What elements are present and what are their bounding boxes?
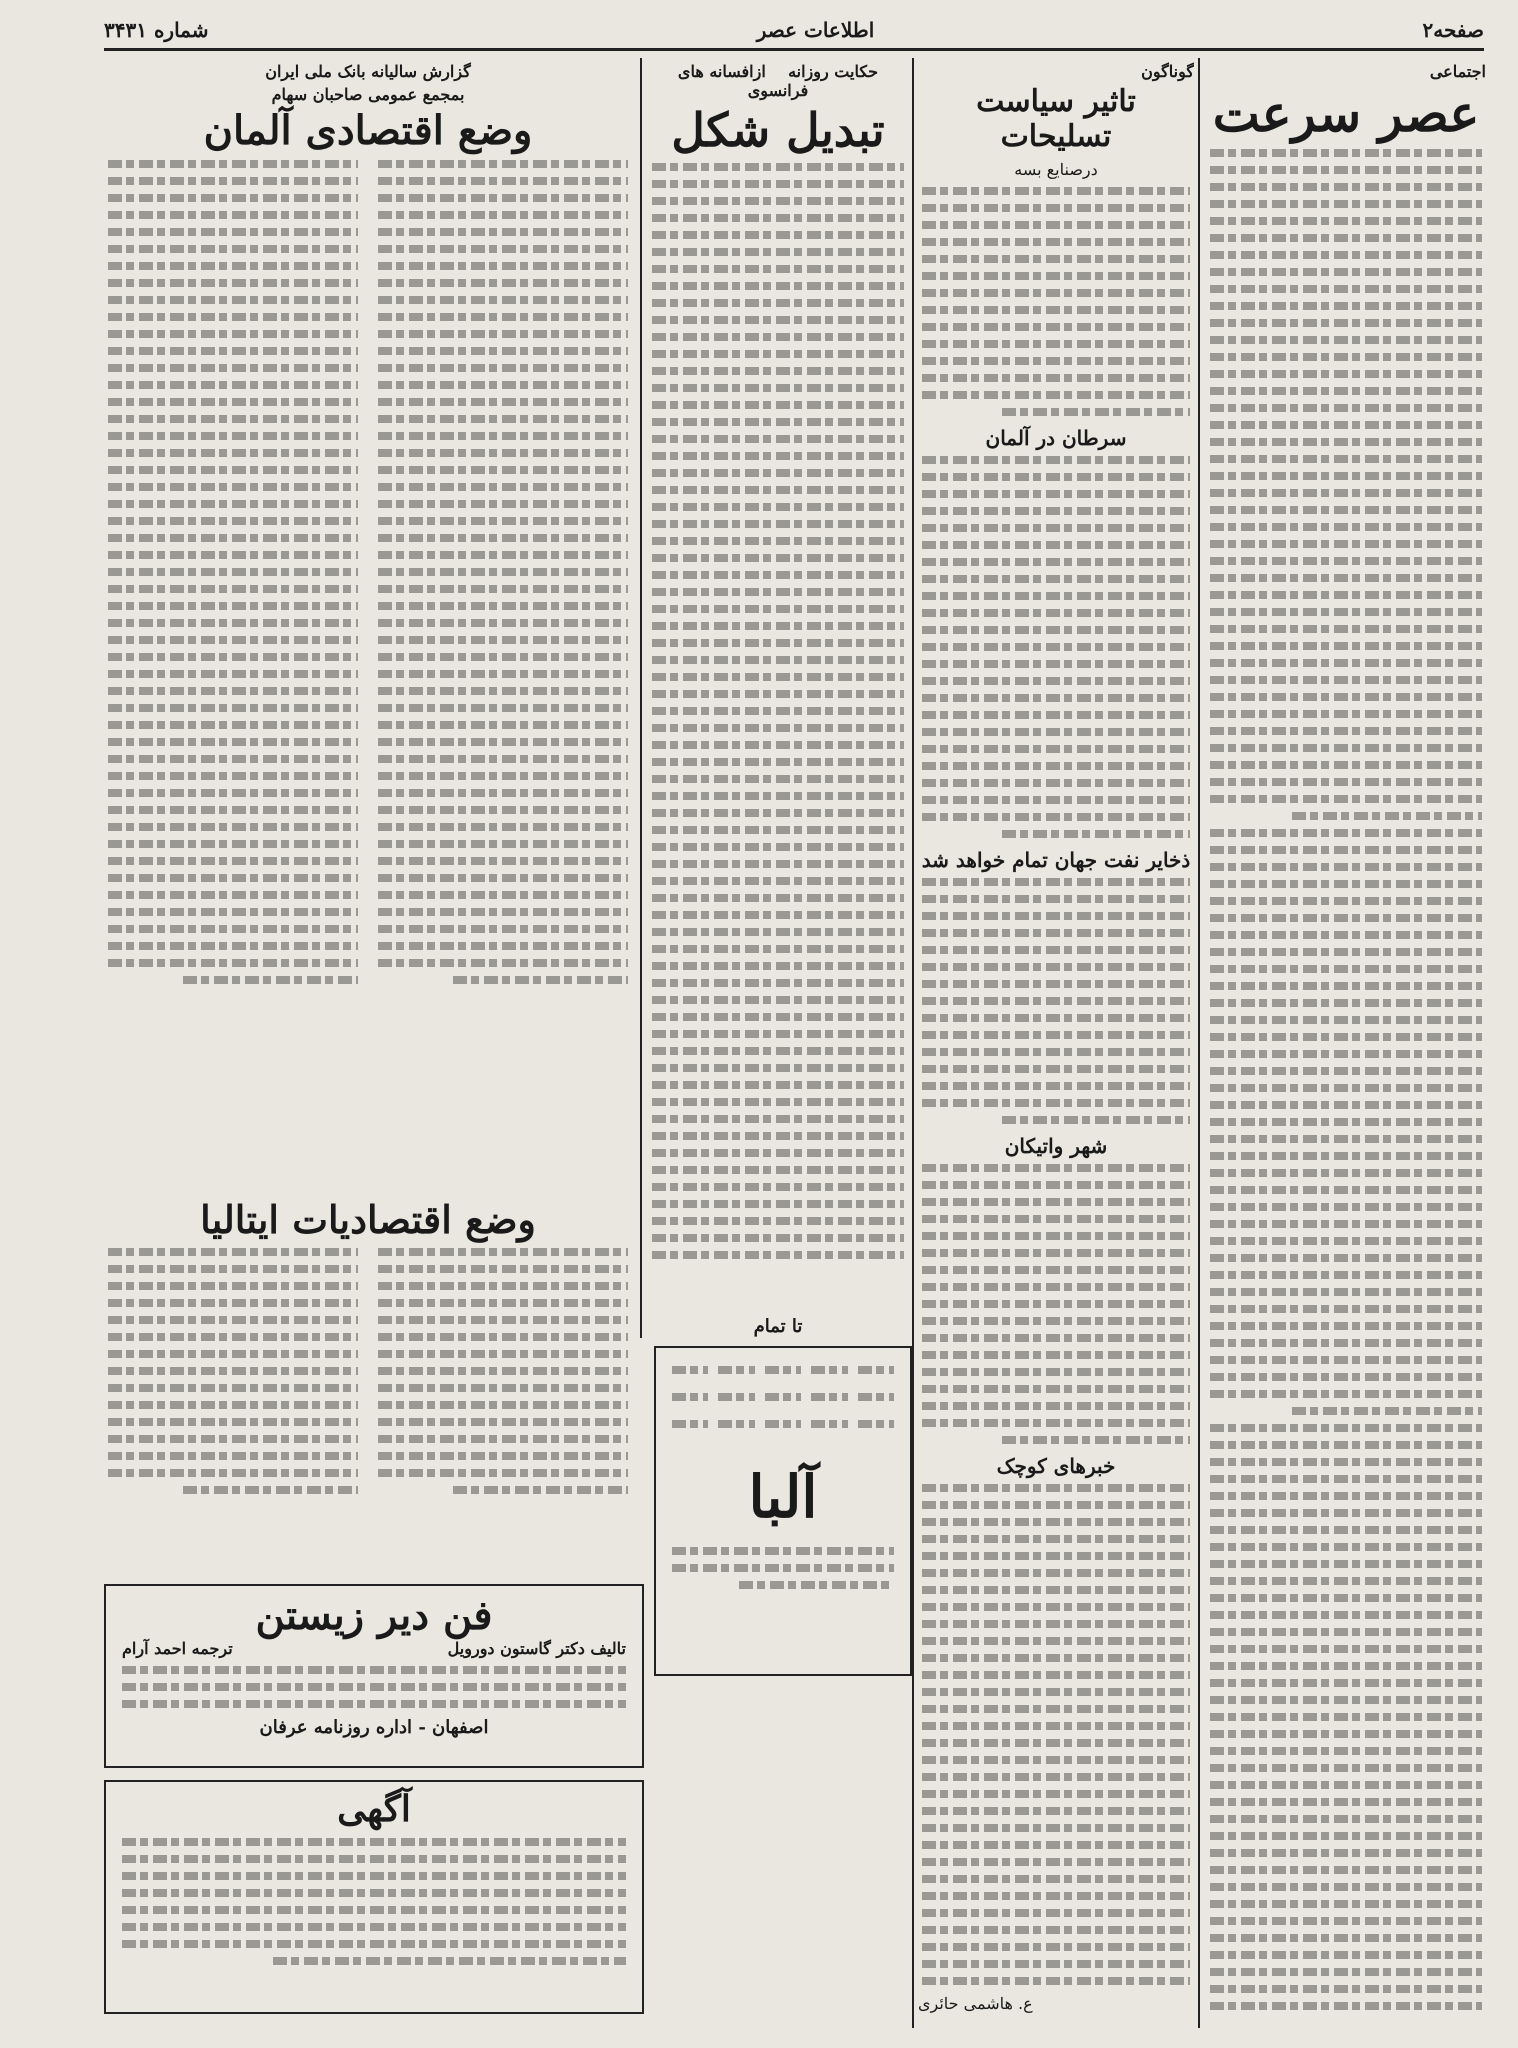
alba-footer-lines xyxy=(656,1531,910,1589)
article-body xyxy=(918,878,1194,1124)
article-body xyxy=(374,1248,632,1503)
alba-advertisement xyxy=(654,1346,912,1676)
column-asre-sorat xyxy=(1206,58,1486,2018)
article-end-marker: تا تمام xyxy=(753,1316,803,1337)
section-kicker: اجتماعی xyxy=(1429,62,1486,81)
article-body xyxy=(374,160,632,993)
article-body xyxy=(1206,149,1486,2019)
masthead-rule xyxy=(104,48,1484,51)
book-advertisement xyxy=(104,1584,644,1768)
column-bank-report xyxy=(104,58,632,1178)
article-signature: ع. هاشمی حائری xyxy=(918,1994,1033,2013)
ad-body xyxy=(106,1830,642,1965)
column-tabdil-shekl xyxy=(648,58,908,1318)
subheading: ذخایر نفت جهان تمام خواهد شد xyxy=(921,848,1191,872)
article-title: وضع اقتصادی آلمان xyxy=(203,107,533,154)
page-number: صفحه۲ xyxy=(1422,18,1484,42)
alba-title: آلبا xyxy=(748,1463,818,1531)
column-taslihat xyxy=(918,58,1194,2018)
masthead xyxy=(104,16,1484,44)
article-title: وضع اقتصادیات ایتالیا xyxy=(200,1197,536,1242)
article-body xyxy=(918,187,1194,416)
book-translator: ترجمه احمد آرام xyxy=(122,1639,233,1658)
article-body xyxy=(648,163,908,1259)
section-kicker-2: بمجمع عمومی صاحبان سهام xyxy=(271,85,465,104)
article-body xyxy=(104,160,362,993)
alba-pattern xyxy=(656,1348,910,1437)
section-kicker xyxy=(648,62,908,100)
issue-number: شماره ۳۴۳۱ xyxy=(104,18,209,42)
article-byline: درصنایع بسه xyxy=(1014,160,1098,179)
column-italy-economics xyxy=(104,1194,632,1514)
article-columns xyxy=(104,160,632,993)
article-title: عصر سرعت xyxy=(1212,84,1480,143)
subheading: خبرهای کوچک xyxy=(996,1454,1116,1478)
subheading: شهر واتیکان xyxy=(1004,1134,1108,1158)
ad-title: آگهی xyxy=(337,1788,411,1830)
kicker-text: حکایت روزانه xyxy=(788,62,879,81)
article-title: تاثیر سیاست تسلیحات xyxy=(976,84,1136,154)
newspaper-name: اطلاعات عصر xyxy=(756,18,875,42)
article-columns xyxy=(104,1248,632,1503)
column-divider xyxy=(912,58,914,2028)
article-body xyxy=(104,1248,362,1503)
article-body xyxy=(918,456,1194,838)
book-ad-body xyxy=(106,1658,642,1708)
article-title: تبدیل شکل xyxy=(671,103,885,157)
article-body xyxy=(918,1484,1194,1985)
tender-advertisement xyxy=(104,1780,644,2014)
book-title: فن دیر زیستن xyxy=(255,1592,493,1639)
section-kicker: گزارش سالیانه بانک ملی ایران xyxy=(265,62,471,81)
kicker-text-2: ازافسانه های فرانسوی xyxy=(677,62,809,100)
book-ad-footer: اصفهان - اداره روزنامه عرفان xyxy=(259,1717,489,1738)
subheading: سرطان در آلمان xyxy=(985,426,1127,450)
section-kicker: گوناگون xyxy=(1141,62,1194,81)
book-credits xyxy=(106,1639,642,1658)
book-author: تالیف دکتر گاستون دورویل xyxy=(447,1639,626,1658)
article-body xyxy=(918,1164,1194,1444)
column-divider xyxy=(640,58,642,1338)
column-divider xyxy=(1198,58,1200,2028)
